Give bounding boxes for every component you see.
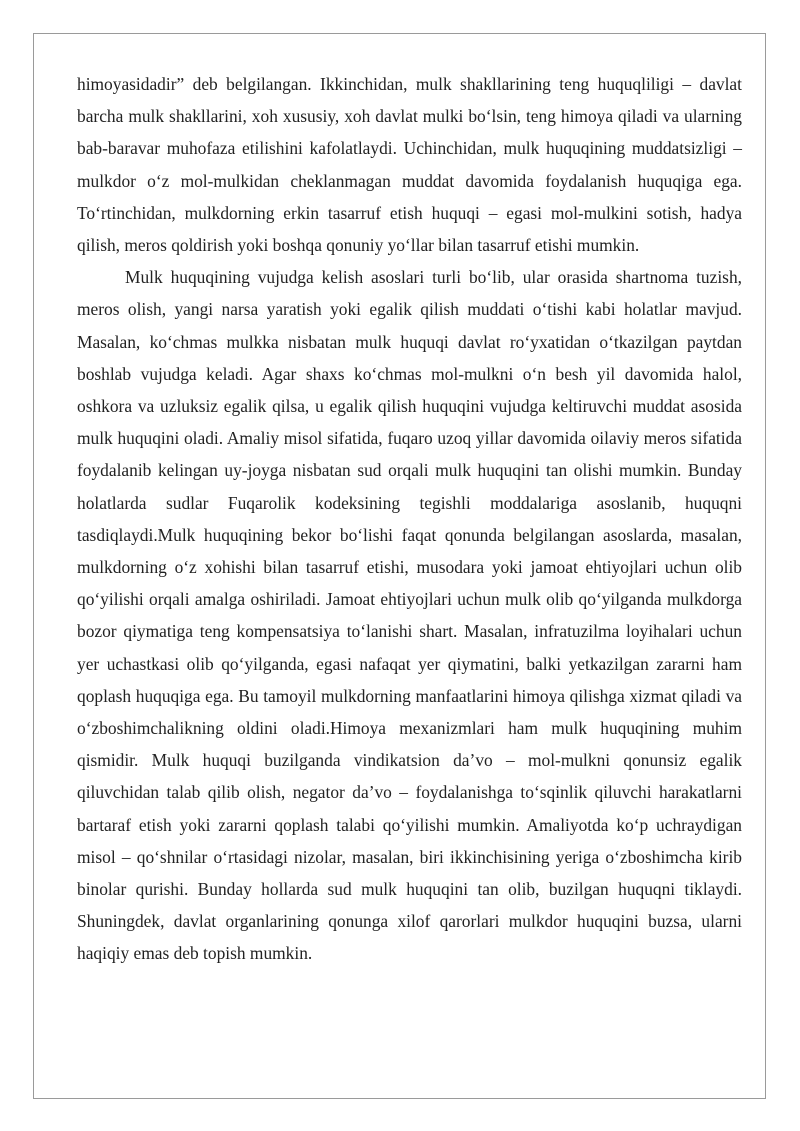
- document-body: [77, 68, 742, 970]
- paragraph-main: Mulk huquqining vujudga kelish asoslari turli bo‘lib, ular orasida shartnoma tuzish, meros olish, yangi narsa yaratish yoki egalik qilish muddati o‘tishi kabi holatlar mavjud. Masalan, ko‘chmas mulkka nisbatan mulk huquqi davlat ro‘yxatidan o‘tkazilgan paytdan boshlab vujudga keladi. Agar shaxs ko‘chmas mol-mulkni o‘n besh yil davomida halol, oshkora va uzluksiz egalik qilsa, u egalik qilish huquqini vujudga keltiruvchi muddat asosida mulk huquqini oladi. Amaliy misol sifatida, fuqaro uzoq yillar davomida oilaviy meros sifatida foydalanib kelingan uy-joyga nisbatan sud orqali mulk huquqini tan olishi mumkin. Bunday holatlarda sudlar Fuqarolik kodeksining tegishli moddalariga asoslanib, huquqni tasdiqlaydi.Mulk huquqining bekor bo‘lishi faqat qonunda belgilangan asoslarda, masalan, mulkdorning o‘z xohishi bilan tasarruf etishi, musodara yoki jamoat ehtiyojlari uchun olib qo‘yilishi orqali amalga oshiriladi. Jamoat ehtiyojlari uchun mulk olib qo‘yilganda mulkdorga bozor qiymatiga teng kompensatsiya to‘lanishi shart. Masalan, infratuzilma loyihalari uchun yer uchastkasi olib qo‘yilganda, egasi nafaqat yer qiymatini, balki yetkazilgan zararni ham qoplash huquqiga ega. Bu tamoyil mulkdorning manfaatlarini himoya qilishga xizmat qiladi va o‘zboshimchalikning oldini oladi.Himoya mexanizmlari ham mulk huquqining muhim qismidir. Mulk huquqi buzilganda vindikatsion da’vo – mol-mulkni qonunsiz egalik qiluvchidan talab qilib olish, negator da’vo – foydalanishga to‘sqinlik qiluvchi harakatlarni bartaraf etish yoki zararni qoplash talabi qo‘yilishi mumkin. Amaliyotda ko‘p uchraydigan misol – qo‘shnilar o‘rtasidagi nizolar, masalan, biri ikkinchisining yeriga o‘zboshimcha kirib binolar qurishi. Bunday hollarda sud mulk huquqini tan olib, buzilgan huquqni tiklaydi. Shuningdek, davlat organlarining qonunga xilof qarorlari mulkdor huquqini buzsa, ularni haqiqiy emas deb topish mumkin.: [77, 267, 742, 964]
- paragraph-continuation: himoyasidadir” deb belgilangan. Ikkinchidan, mulk shakllarining teng huquqliligi – davlat barcha mulk shakllarini, xoh xususiy, xoh davlat mulki bo‘lsin, teng himoya qiladi va ularning bab-baravar muhofaza etilishini kafolatlaydi. Uchinchidan, mulk huquqining muddatsizligi – mulkdor o‘z mol-mulkidan cheklanmagan muddat davomida foydalanish huquqiga ega. To‘rtinchidan, mulkdorning erkin tasarruf etish huquqi – egasi mol-mulkini sotish, hadya qilish, meros qoldirish yoki boshqa qonuniy yo‘llar bilan tasarruf etishi mumkin.: [77, 74, 742, 256]
